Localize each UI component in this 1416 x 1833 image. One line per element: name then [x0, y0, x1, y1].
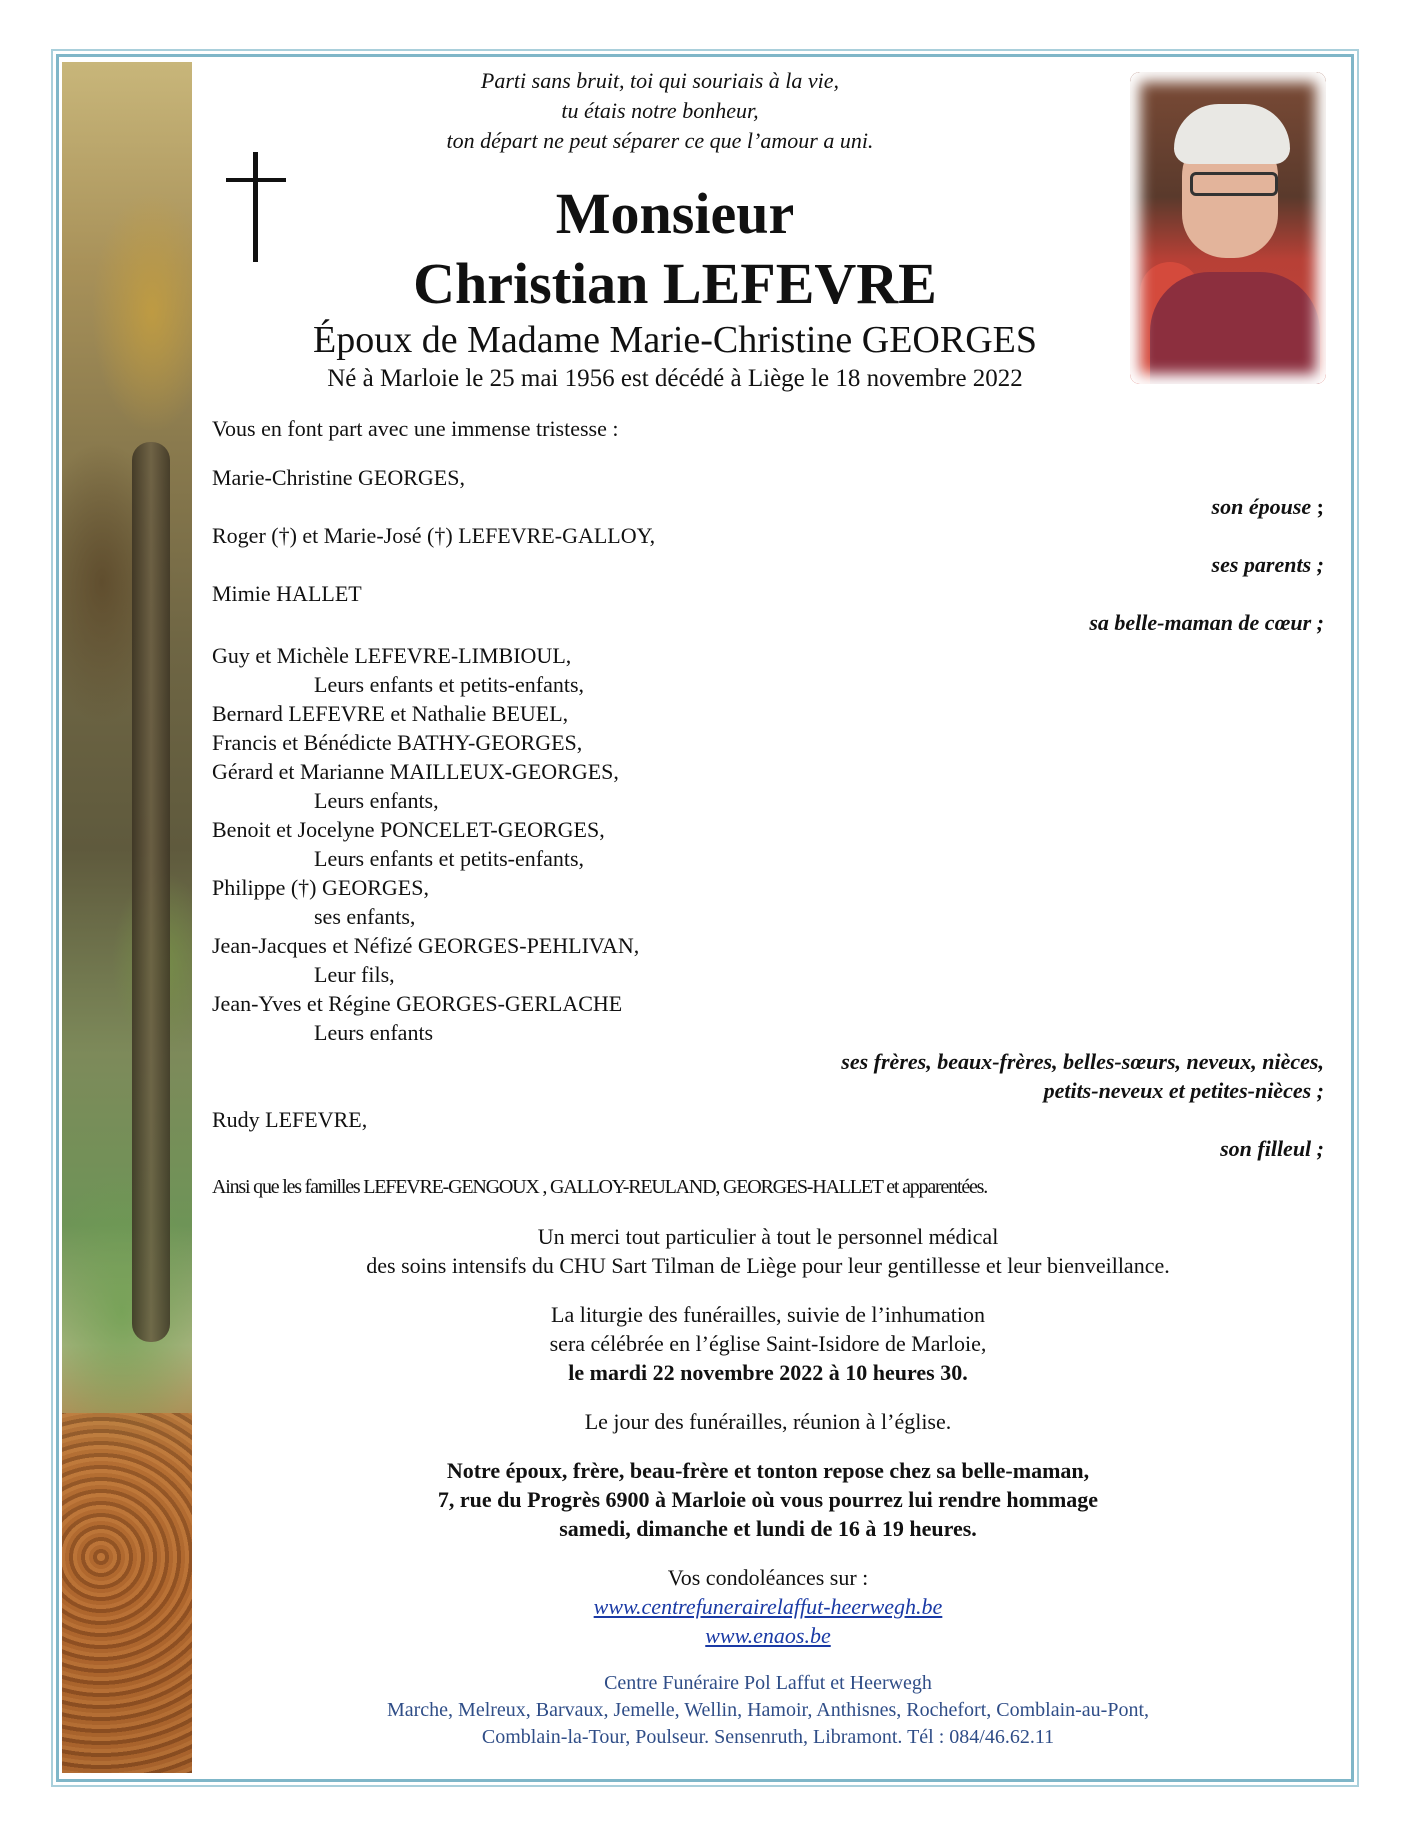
- descendants-line: Leurs enfants: [314, 1020, 434, 1045]
- families-line: Ainsi que les familles LEFEVRE-GENGOUX , GALLOY-REULAND, GEORGES-HALLET et apparentées.: [212, 1176, 988, 1198]
- family-name: Guy et Michèle LEFEVRE-LIMBIOUL,: [212, 643, 572, 668]
- footer-line: Marche, Melreux, Barvaux, Jemelle, Wellin, Hamoir, Anthisnes, Rochefort, Comblain-au-Pont,: [386, 1699, 1150, 1721]
- family-name: Jean-Jacques et Néfizé GEORGES-PEHLIVAN,: [212, 933, 640, 958]
- spouse-line: Époux de Madame Marie-Christine GEORGES: [313, 319, 1037, 361]
- visitation-line: samedi, dimanche et lundi de 16 à 19 heures.: [559, 1516, 977, 1541]
- fallen-leaves: [62, 1413, 192, 1773]
- footer-line: Comblain-la-Tour, Poulseur. Sensenruth, Libramont. Tél : 084/46.62.11: [481, 1726, 1055, 1748]
- intro-text: Vous en font part avec une immense tristesse :: [212, 416, 619, 441]
- tree-trunk: [132, 442, 170, 1342]
- thanks-line: Un merci tout particulier à tout le personnel médical: [537, 1224, 999, 1249]
- portrait-photo: [1130, 72, 1326, 384]
- condolences-link[interactable]: www.centrefunerairelaffut-heerwegh.be: [593, 1594, 943, 1619]
- descendants-line: Leurs enfants et petits-enfants,: [314, 672, 585, 697]
- poem-line: ton départ ne peut séparer ce que l’amour a uni.: [446, 128, 874, 153]
- ceremony-date: le mardi 22 novembre 2022 à 10 heures 30.: [568, 1360, 968, 1385]
- siblings-list: [212, 641, 1324, 1047]
- family-role: son filleul ;: [1220, 1136, 1324, 1161]
- birth-death-dates: Né à Marloie le 25 mai 1956 est décédé à Liège le 18 novembre 2022: [327, 365, 1023, 392]
- descendants-line: ses enfants,: [314, 904, 416, 929]
- family-name: Rudy LEFEVRE,: [212, 1107, 368, 1132]
- visitation-line: 7, rue du Progrès 6900 à Marloie où vous pourrez lui rendre hommage: [437, 1487, 1099, 1512]
- deceased-name: Christian LEFEVRE: [413, 251, 937, 316]
- family-name: Gérard et Marianne MAILLEUX-GEORGES,: [212, 759, 619, 784]
- descendants-line: Leurs enfants,: [314, 788, 439, 813]
- poem-line: tu étais notre bonheur,: [561, 98, 759, 123]
- family-name: Jean-Yves et Régine GEORGES-GERLACHE: [212, 991, 623, 1016]
- descendants-line: Leurs enfants et petits-enfants,: [314, 846, 585, 871]
- family-name: Benoit et Jocelyne PONCELET-GEORGES,: [212, 817, 605, 842]
- ceremony-line: La liturgie des funérailles, suivie de l’inhumation: [551, 1302, 985, 1327]
- poem-line: Parti sans bruit, toi qui souriais à la vie,: [480, 68, 840, 93]
- title-honorific: Monsieur: [555, 181, 795, 246]
- family-role: son épouse ;: [1211, 494, 1324, 519]
- ceremony-line: sera célébrée en l’église Saint-Isidore de Marloie,: [549, 1331, 987, 1356]
- family-name: Roger (†) et Marie-José (†) LEFEVRE-GALLOY,: [212, 523, 656, 548]
- family-role: ses frères, beaux-frères, belles-sœurs, neveux, nièces,: [841, 1049, 1324, 1074]
- visitation-line: Notre époux, frère, beau-frère et tonton repose chez sa belle-maman,: [446, 1458, 1090, 1483]
- thanks-line: des soins intensifs du CHU Sart Tilman de Liège pour leur gentillesse et leur bienveillance.: [366, 1253, 1170, 1278]
- family-name: Francis et Bénédicte BATHY-GEORGES,: [212, 730, 583, 755]
- announcement-body: [212, 414, 1324, 1751]
- autumn-tree-image: [62, 62, 192, 1773]
- condolences-link[interactable]: www.enaos.be: [705, 1623, 831, 1648]
- family-role: petits-neveux et petites-nièces ;: [1043, 1078, 1324, 1103]
- family-name: Mimie HALLET: [212, 581, 362, 606]
- family-name: Bernard LEFEVRE et Nathalie BEUEL,: [212, 701, 569, 726]
- family-role: sa belle-maman de cœur ;: [1089, 610, 1324, 635]
- family-name: Philippe (†) GEORGES,: [212, 875, 429, 900]
- condolences-label: Vos condoléances sur :: [667, 1565, 869, 1590]
- meeting-line: Le jour des funérailles, réunion à l’église.: [584, 1409, 952, 1434]
- footer-line: Centre Funéraire Pol Laffut et Heerwegh: [604, 1672, 932, 1694]
- family-role: ses parents ;: [1211, 552, 1324, 577]
- descendants-line: Leur fils,: [314, 962, 395, 987]
- family-name: Marie-Christine GEORGES,: [212, 465, 465, 490]
- poem: [300, 66, 1020, 156]
